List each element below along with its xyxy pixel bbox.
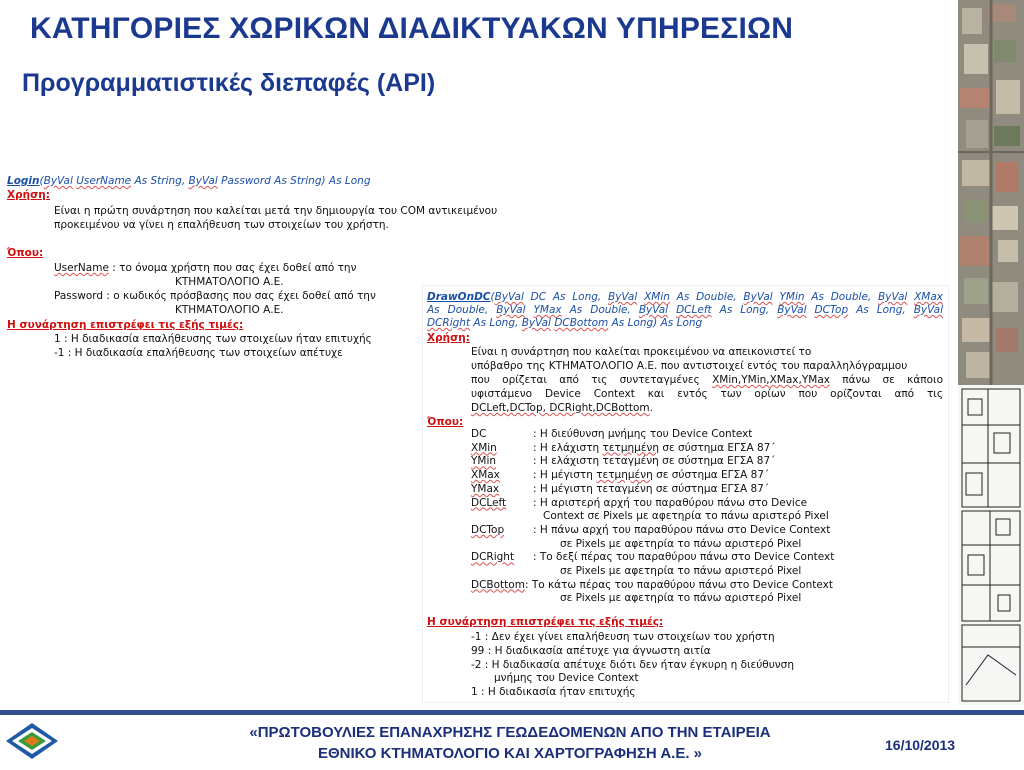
drawondc-param-xmin bbox=[471, 442, 776, 455]
sig-text: As String, bbox=[131, 175, 189, 187]
footer-title-line: ΕΘΝΙΚΟ ΚΤΗΜΑΤΟΛΟΓΙΟ ΚΑΙ ΧΑΡΤΟΓΡΑΦΗΣΗ Α.Ε. » bbox=[317, 745, 703, 762]
login-where-label: Όπου: bbox=[7, 247, 44, 259]
sig-text: As Long, bbox=[848, 304, 914, 316]
footer-date: 16/10/2013 bbox=[885, 737, 956, 753]
param-desc-term: τετμημένη bbox=[602, 441, 660, 454]
sig-token: DCBottom bbox=[554, 317, 609, 329]
drawondc-usage-text bbox=[471, 402, 653, 415]
param-desc: : Η διεύθυνση μνήμης του Device Context bbox=[533, 428, 753, 440]
usage-coords: DCLeft,DCTop, DCRight,DCBottom bbox=[471, 402, 650, 414]
sig-text: As Double, bbox=[427, 304, 497, 316]
footer-title-line: «ΠΡΩΤΟΒΟΥΛΙΕΣ ΕΠΑΝΑΧΡΗΣΗΣ ΓΕΩΔΕΔΟΜΕΝΩΝ ΑΠΟ ΤΗΝ ΕΤΑΙΡΕΙΑ bbox=[249, 724, 771, 741]
sig-token: DCLeft bbox=[676, 304, 712, 316]
param-name: UserName bbox=[54, 262, 109, 274]
drawondc-return-item: 99 : Η διαδικασία απέτυχε για άγνωστη αιτία bbox=[471, 644, 711, 657]
usage-coords: XMin,YMin,XMax,YMax bbox=[712, 374, 830, 386]
param-desc: σε σύστημα ΕΓΣΑ 87΄ bbox=[652, 469, 770, 482]
drawondc-function-name: DrawOnDC bbox=[427, 291, 491, 303]
ktimatologio-logo bbox=[2, 717, 62, 765]
param-desc: : Η ελάχιστη bbox=[533, 441, 603, 454]
drawondc-param-dctop bbox=[471, 524, 830, 537]
map-image-strip bbox=[958, 0, 1024, 705]
aerial-photo bbox=[958, 0, 1024, 385]
sig-text: As Double, bbox=[804, 291, 879, 303]
sig-token: ByVal bbox=[638, 304, 669, 316]
sig-keyword: ByVal bbox=[43, 175, 73, 187]
sig-token: YMax bbox=[533, 304, 562, 316]
drawondc-signature-line bbox=[427, 317, 702, 330]
sig-token: ByVal bbox=[496, 304, 526, 316]
sig-text: As Long, bbox=[470, 317, 522, 329]
drawondc-return-item: -1 : Δεν έχει γίνει επαλήθευση των στοιχείων του χρήστη bbox=[471, 631, 775, 643]
drawondc-param-xmax bbox=[471, 469, 769, 482]
param-desc: : Η μέγιστη bbox=[533, 469, 597, 482]
sig-text: As Long) As Long bbox=[608, 317, 703, 329]
sig-token: ByVal bbox=[521, 317, 551, 329]
sig-text: As Double, bbox=[561, 304, 639, 316]
drawondc-param-dcright bbox=[471, 551, 834, 564]
sig-text: Password As String) As Long bbox=[217, 175, 371, 187]
sig-token: XMin bbox=[644, 291, 670, 303]
slide-title: ΚΑΤΗΓΟΡΙΕΣ ΧΩΡΙΚΩΝ ΔΙΑΔΙΚΤΥΑΚΩΝ ΥΠΗΡΕΣΙΩΝ bbox=[30, 12, 794, 45]
drawondc-return-item: 1 : Η διαδικασία ήταν επιτυχής bbox=[471, 686, 636, 699]
sig-token: ByVal bbox=[913, 304, 943, 316]
drawondc-param-dcbottom bbox=[471, 579, 833, 592]
param-name: DCRight bbox=[471, 551, 515, 564]
param-desc-cont: σε Pixels με αφετηρία το πάνω αριστερό Pixel bbox=[560, 537, 802, 550]
drawondc-param-dc bbox=[471, 428, 752, 441]
login-return-item: -1 : Η διαδικασία επαλήθευσης των στοιχείων απέτυχε bbox=[54, 347, 343, 359]
drawondc-returns-label: Η συνάρτηση επιστρέφει τις εξής τιμές: bbox=[427, 616, 664, 628]
param-desc: : Η ελάχιστη τεταγμένη σε σύστημα ΕΓΣΑ 87΄ bbox=[533, 455, 776, 468]
drawondc-return-item: μνήμης του Device Context bbox=[494, 672, 639, 685]
sig-token: ByVal bbox=[494, 291, 524, 303]
param-name: DCBottom bbox=[471, 578, 525, 591]
drawondc-usage-label: Χρήση: bbox=[427, 332, 470, 344]
param-desc: : Η αριστερή αρχή του παραθύρου πάνω στο Device bbox=[533, 496, 808, 509]
sig-text: ( bbox=[39, 175, 44, 187]
sig-token: DCTop bbox=[814, 304, 849, 316]
drawondc-signature-line bbox=[427, 304, 943, 317]
param-name: XMax bbox=[471, 469, 500, 482]
drawondc-usage-text: υφιστάμενο Device Context και εντός των ορίων που ορίζονται από τις bbox=[471, 388, 943, 400]
param-name: DCLeft bbox=[471, 496, 507, 509]
param-name: DCTop bbox=[471, 523, 505, 536]
drawondc-usage-text bbox=[471, 374, 943, 387]
login-param-username bbox=[54, 262, 356, 275]
login-usage-text: προκειμένου να γίνει η επαλήθευση των στοιχείων του χρήστη. bbox=[54, 219, 389, 231]
sig-token: ByVal bbox=[878, 291, 908, 303]
param-name: DC bbox=[471, 428, 487, 440]
param-desc-term: τετμημένη bbox=[596, 469, 653, 482]
sig-text: ( bbox=[490, 291, 495, 303]
sig-text bbox=[668, 304, 676, 316]
param-name: YMax bbox=[471, 482, 500, 495]
login-param-password-cont: ΚΤΗΜΑΤΟΛΟΓΙΟ Α.Ε. bbox=[175, 304, 284, 316]
drawondc-signature-line bbox=[427, 291, 943, 304]
param-desc: : Το δεξί πέρας του παραθύρου πάνω στο Device Context bbox=[533, 551, 835, 564]
param-desc-cont: Context σε Pixels με αφετηρία το πάνω αριστερό Pixel bbox=[543, 510, 829, 523]
drawondc-usage-text: Είναι η συνάρτηση που καλείται προκειμένου να απεικονιστεί το bbox=[471, 346, 812, 358]
login-return-item: 1 : Η διαδικασία επαλήθευσης των στοιχείων ήταν επιτυχής bbox=[54, 333, 372, 345]
sig-token: XMax bbox=[914, 291, 943, 303]
usage-text: που ορίζεται από τις συντεταγμένες bbox=[471, 374, 713, 386]
slide-subtitle: Προγραμματιστικές διεπαφές (API) bbox=[22, 69, 436, 97]
sig-token: DCRight bbox=[427, 317, 471, 329]
usage-text: . bbox=[649, 402, 653, 414]
login-usage-label: Χρήση: bbox=[7, 189, 50, 201]
param-desc-cont: σε Pixels με αφετηρία το πάνω αριστερό Pixel bbox=[560, 592, 802, 605]
param-desc: : το όνομα χρήστη που σας έχει δοθεί από την bbox=[108, 262, 357, 274]
param-name: XMin bbox=[471, 441, 497, 454]
param-desc: : Η πάνω αρχή του παραθύρου πάνω στο Device Context bbox=[533, 523, 831, 536]
footer-title bbox=[130, 722, 890, 764]
drawondc-api-panel bbox=[423, 286, 948, 702]
sig-token: YMin bbox=[779, 291, 805, 303]
drawondc-where-label: Όπου: bbox=[427, 416, 464, 428]
drawondc-param-ymax bbox=[471, 483, 769, 496]
login-signature bbox=[7, 175, 371, 188]
sig-text: As Double, bbox=[669, 291, 744, 303]
sig-token: ByVal bbox=[743, 291, 773, 303]
param-desc: : Το κάτω πέρας του παραθύρου πάνω στο Device Context bbox=[524, 578, 833, 591]
drawondc-param-ymin bbox=[471, 455, 775, 468]
sig-keyword: ByVal bbox=[188, 175, 218, 187]
sig-text: As Long, bbox=[711, 304, 778, 316]
drawondc-param-dcleft bbox=[471, 497, 807, 510]
param-desc: σε σύστημα ΕΓΣΑ 87΄ bbox=[659, 441, 776, 454]
param-desc: : Η μέγιστη τεταγμένη σε σύστημα ΕΓΣΑ 87΄ bbox=[533, 482, 770, 495]
sig-text bbox=[807, 304, 815, 316]
usage-text: πάνω σε κάποιο bbox=[829, 374, 943, 386]
param-desc-cont: σε Pixels με αφετηρία το πάνω αριστερό Pixel bbox=[560, 565, 802, 577]
login-returns-label: Η συνάρτηση επιστρέφει τις εξής τιμές: bbox=[7, 319, 244, 331]
sig-token: ByVal bbox=[608, 291, 638, 303]
drawondc-usage-text: υπόβαθρο της ΚΤΗΜΑΤΟΛΟΓΙΟ Α.Ε. που αντιστοιχεί εντός του παραλληλόγραμμου bbox=[471, 360, 908, 372]
sig-token: ByVal bbox=[777, 304, 807, 316]
login-usage-text: Είναι η πρώτη συνάρτηση που καλείται μετά την δημιουργία του COM αντικειμένου bbox=[54, 205, 498, 217]
login-function-name: Login bbox=[7, 175, 40, 187]
drawondc-return-item: -2 : Η διαδικασία απέτυχε διότι δεν ήταν έγκυρη η διεύθυνση bbox=[471, 658, 794, 671]
login-param-password: Password : ο κωδικός πρόσβασης που σας έχει δοθεί από την bbox=[54, 290, 376, 302]
login-param-username-cont: ΚΤΗΜΑΤΟΛΟΓΙΟ Α.Ε. bbox=[175, 276, 284, 288]
cadastral-map bbox=[958, 385, 1024, 705]
sig-text: DC As Long, bbox=[523, 291, 608, 303]
sig-param: UserName bbox=[76, 175, 132, 187]
param-name: YMin bbox=[471, 455, 497, 468]
